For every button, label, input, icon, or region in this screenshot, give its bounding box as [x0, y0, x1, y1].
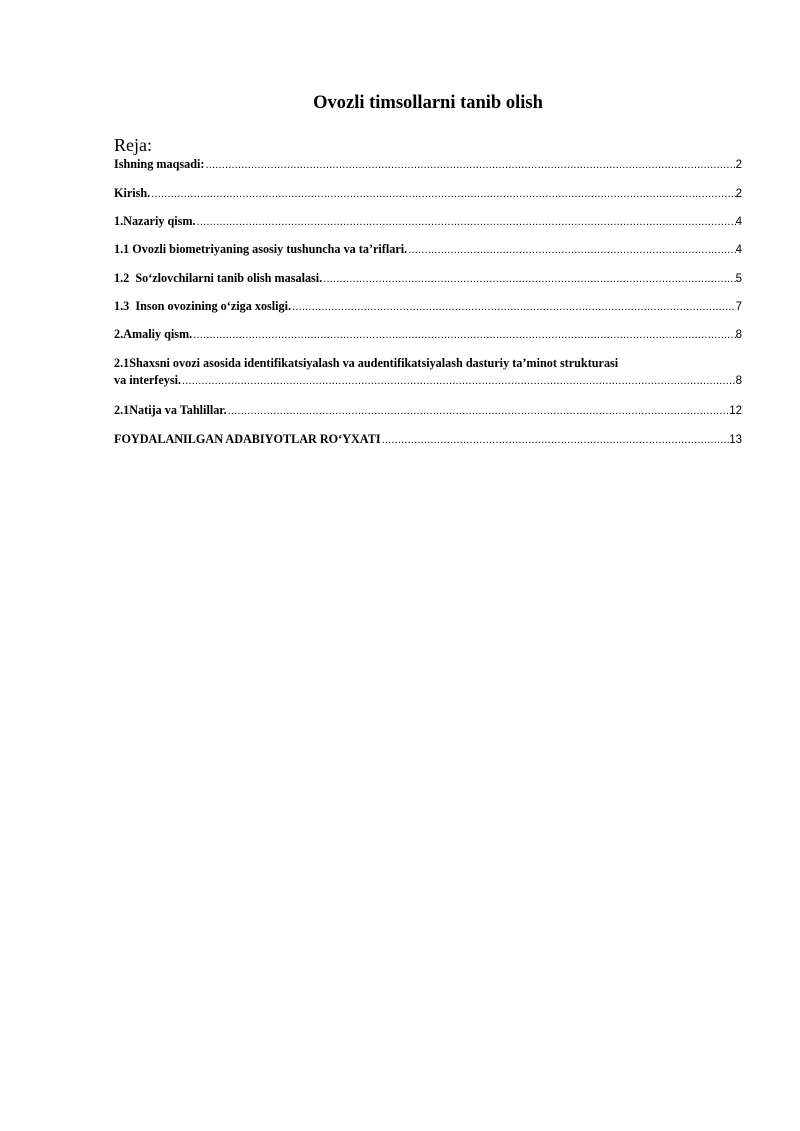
toc-dot-leader — [291, 299, 736, 316]
toc-entry-text: Kirish. — [114, 186, 151, 200]
toc-entry-text-line1: 2.1Shaxsni ovozi asosida identifikatsiyalash va audentifikatsiyalash dasturiy ta’minot strukturasi — [114, 356, 619, 370]
toc-entry-text: 2.Amaliy qism. — [114, 327, 193, 341]
toc-entry-natija[interactable] — [114, 402, 742, 420]
toc-entry-text: 1.1 Ovozli biometriyaning asosiy tushuncha va ta’riflari. — [114, 242, 408, 256]
toc-page-number: 7 — [735, 301, 742, 313]
toc-entry-kirish[interactable] — [114, 185, 742, 203]
toc-entry-text: 1.Nazariy qism. — [114, 214, 196, 228]
toc-page-number: 4 — [735, 244, 742, 256]
toc-dot-leader — [192, 327, 735, 344]
toc-dot-leader — [204, 157, 735, 174]
toc-page-number: 12 — [729, 405, 742, 417]
toc-dot-leader — [181, 373, 736, 390]
toc-page-number: 8 — [735, 329, 742, 341]
toc-entry-text: 1.3 Inson ovozining o‘ziga xosligi. — [114, 299, 292, 313]
toc-entry-nazariy-qism[interactable] — [114, 213, 742, 231]
toc-entry-adabiyotlar[interactable] — [114, 431, 742, 449]
toc-entry-text: va interfeysi. — [114, 373, 182, 387]
plan-heading: Reja: — [114, 135, 152, 155]
toc-dot-leader — [196, 214, 736, 231]
toc-page-number: 2 — [735, 188, 742, 200]
toc-entry-text: 1.2 So‘zlovchilarni tanib olish masalasi. — [114, 271, 323, 285]
toc-dot-leader — [150, 186, 735, 203]
toc-entry-biometriya[interactable] — [114, 241, 742, 259]
toc-dot-leader — [381, 432, 730, 449]
toc-page-number: 8 — [735, 375, 742, 387]
toc-entry-text: FOYDALANILGAN ADABIYOTLAR RO‘YXATI — [114, 432, 381, 446]
toc-entry-ishning-maqsadi[interactable] — [114, 156, 742, 174]
toc-page-number: 13 — [729, 434, 742, 446]
toc-dot-leader — [322, 271, 735, 288]
toc-page-number: 5 — [735, 273, 742, 285]
toc-entry-sozlovchilar[interactable] — [114, 270, 742, 288]
toc-entry-text: 2.1Natija va Tahlillar. — [114, 403, 227, 417]
toc-entry-amaliy-qism[interactable] — [114, 326, 742, 344]
toc-entry-text: Ishning maqsadi: — [114, 157, 205, 171]
toc-page-number: 2 — [735, 159, 742, 171]
toc-entry-inson-ovozi[interactable] — [114, 298, 742, 316]
document-title: Ovozli timsollarni tanib olish — [313, 93, 543, 113]
toc-dot-leader — [227, 403, 730, 420]
toc-entry-identifikatsiya[interactable] — [114, 355, 742, 390]
toc-dot-leader — [407, 242, 735, 259]
toc-page-number: 4 — [735, 216, 742, 228]
